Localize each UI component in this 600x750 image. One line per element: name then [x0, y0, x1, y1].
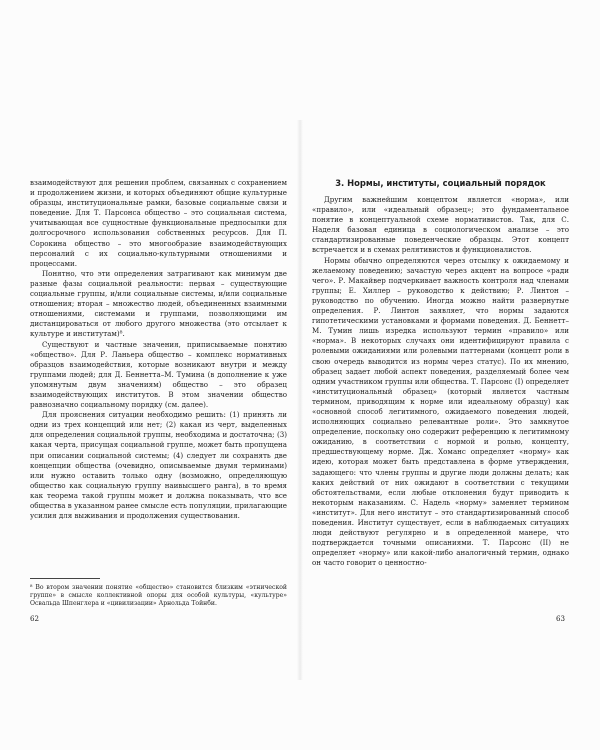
left-paragraph-2: Понятно, что эти определения затрагивают как минимум две разные фазы социальной реальности: первая – существующие социальные группы, и/или социальные системы, и/или социальные отношения; вторая – множество людей, объединенных взаимными отношениями, системами и группами, позволяющими им дистанцироваться от любого другого множества (это отсылает к культуре и институтам)⁸. [30, 268, 287, 339]
page-number-right: 63 [556, 614, 566, 623]
footnote: ⁸ Во втором значении понятие «общество» становится близким «этнической группе» в смысле коллективной опоры для особой культуры, «культуре» Освальда Шпенглера и «цивилизации» Арнольда Тойнби. [30, 584, 287, 608]
right-paragraph-1: Другим важнейшим концептом является «норма», или «правило», или «идеальный образец»; это фундаментальное понятие в концептуальной схеме нормативистов. Так, для С. Наделя базовая единица в социологическом анализе – это стандартизированные поведенческие образцы. Этот концепт встречается и в схемах релятивистов и функционалистов. [312, 195, 569, 255]
left-paragraph-1: взаимодействуют для решения проблем, связанных с сохранением и продолжением жизни, и которых объединяют общие культурные образцы, институциональные рамки, базовые социальные связи и поведение. Для Т. Парсонса общество – это социальная система, учитывающая все сущностные функциональные предпосылки для долгосрочного использования собственных ресурсов. Для П. Сорокина общество – это многообразие взаимодействующих персоналий с их социально-культурными отношениями и процессами. [30, 178, 287, 268]
section-heading: 3. Нормы, институты, социальный порядок [335, 178, 546, 188]
left-paragraph-3: Существуют и частные значения, приписываемые понятию «общество». Для Р. Ланьера общество – комплекс нормативных образцов взаимодействия, которые возникают внутри и между группами людей; для Д. Беннетта–М. Тумина (в дополнение к уже упомянутым двум значениям) общество – это образец взаимодействующих институтов. В этом значении общество равнозначно социальному порядку (см. далее). [30, 339, 287, 410]
footnote-divider [30, 578, 100, 579]
book-gutter [297, 120, 303, 680]
left-paragraph-4: Для прояснения ситуации необходимо решить: (1) принять ли одни из трех концепций или нет; (2) какая из черт, выделенных для определения социальной группы, необходима и достаточна; (3) какая черта, присущая социальной группе, может быть пропущена при описании социальной системы; (4) следует ли сохранять две концепции общества (очевидно, описываемые двумя терминами) или нужно оставить только одну (возможно, определяющую общество как социальную группу наивысшего ранга), в то время как теорема такой группы может и должна показывать, что все общества в указанном ранее смысле есть популяции, прилагающие усилия для выживания и продолжения существования. [30, 410, 287, 521]
right-paragraph-2: Нормы обычно определяются через отсылку к ожидаемому и желаемому поведению; зачастую через акцент на вопросе «ради чего». Р. Макайвер подчеркивает важность контроля над членами группы; Е. Хиллер – руководство к действию; Р. Линтон – руководство по обучению. Иногда можно найти развернутые определения. Р. Линтон заявляет, что нормы задаются гипотетическими установками и формами поведения. Д. Беннетт–М. Тумин лишь изредка используют термин «правило» или «норма». В некоторых случаях они идентифицируют правила с ролевыми ожиданиями или ролевыми паттернами (концепт роли в свою очередь выводится из нормы через статус). По их мнению, образец задает любой аспект поведения, разделяемый более чем одним участником группы или общества. Т. Парсонс (I) определяет «институциональный образец» (который является частным термином, приводящим к норме или идеальному образцу) как «основной способ легитимного, ожидаемого поведения людей, исполняющих социально релевантные роли». Это замкнутое определение, поскольку оно содержит референцию к легитимному ожиданию, в соответствии с нормой и ролью, концепту, предшествующему норме. Дж. Хоманс определяет «норму» как идею, которая может быть представлена в форме утверждения, задающего: что члены группы и другие люди должны делать; как каких действий от них ожидают в соответствии с текущими обстоятельствами, если любые отклонения будут приводить к некоторым наказаниям. С. Надель «норму» заменяет термином «институт». Для него институт – это стандартизированный способ поведения. Институт существует, если в наблюдаемых ситуациях люди действуют регулярно и в определенной манере, что подтверждается точными описаниями. Т. Парсонс (II) не определяет «норму» или какой-либо аналогичный термин, однако он часто говорит о ценностно- [312, 255, 569, 568]
right-page-text [312, 195, 569, 568]
page-number-left: 62 [30, 614, 40, 623]
left-page-text [30, 178, 287, 521]
